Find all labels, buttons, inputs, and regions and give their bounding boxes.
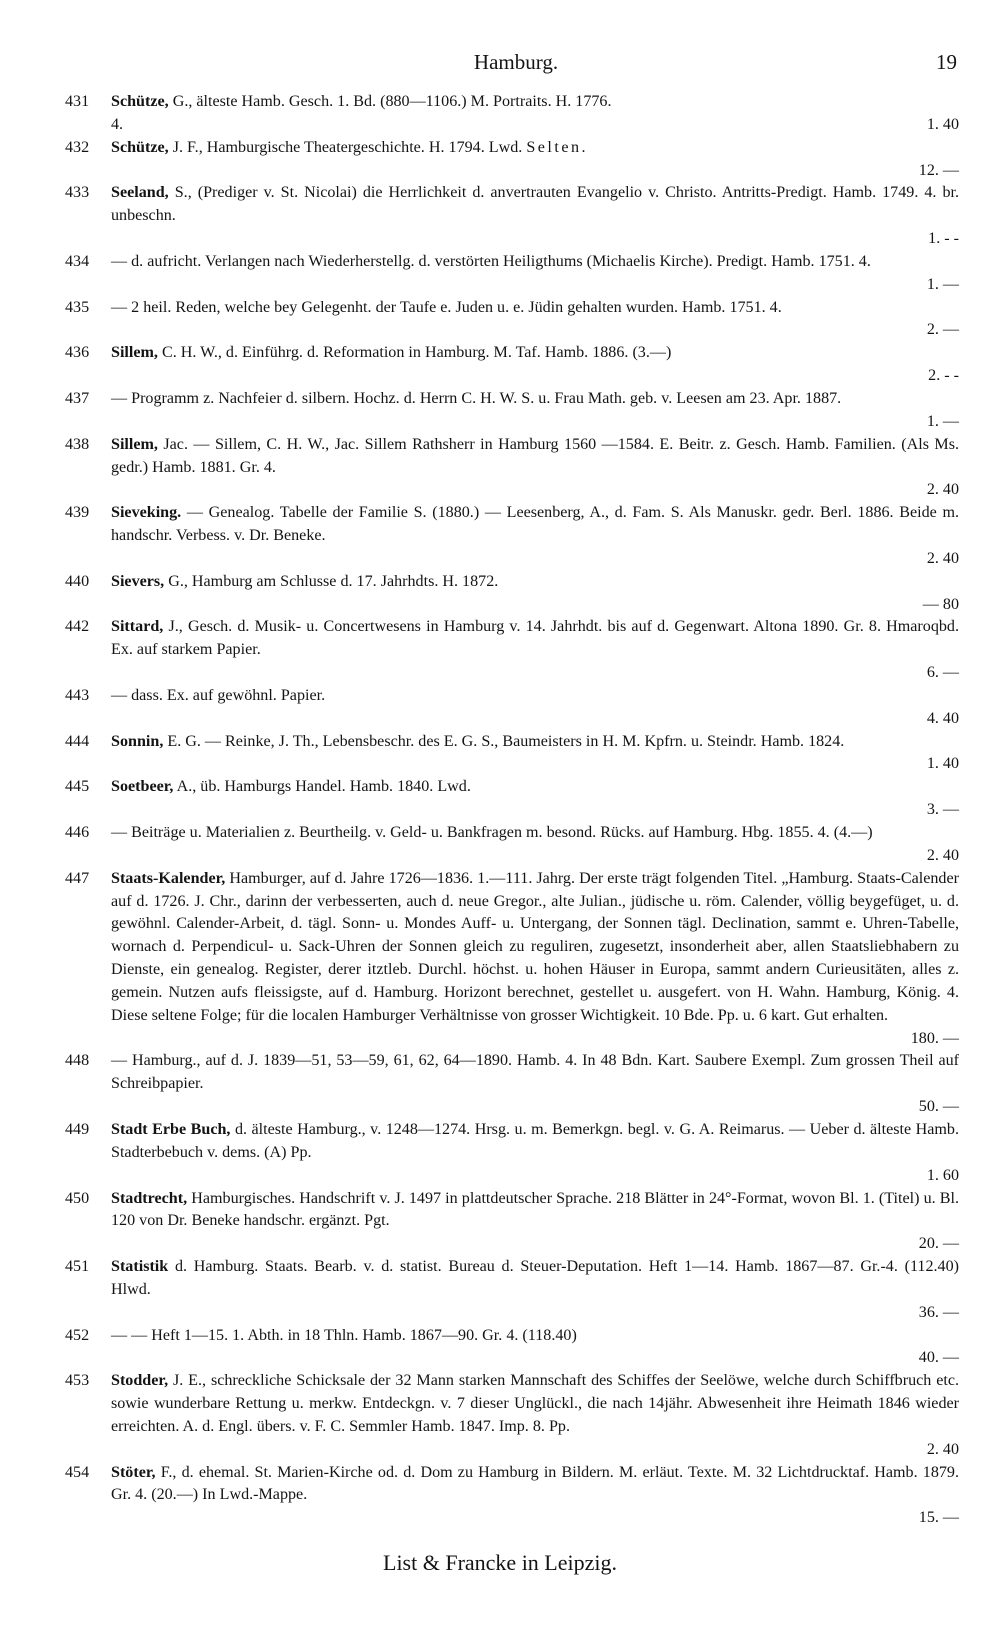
- catalog-entry: [65, 251, 959, 297]
- entry-text-block: [111, 1256, 959, 1302]
- entry-price: 180. —: [910, 1029, 959, 1047]
- entry-number: 434: [65, 252, 90, 270]
- catalog-entry: [65, 1256, 959, 1325]
- entry-body: [111, 1119, 959, 1188]
- entry-text: d. Hamburg. Staats. Bearb. v. d. statist. Bureau d. Steuer-Deputation. Heft 1—14. Hamb. 1867—87. Gr.-4. (112.40) Hlwd.: [111, 1258, 959, 1298]
- catalog-entry: [65, 137, 959, 183]
- entry-text: Hamburger, auf d. Jahre 1726—1836. 1.—111. Jahrg. Der erste trägt folgenden Titel. „Hamburg. Staats-Calender auf d. 1726. J. Chr., darinn der verbesserten, auch d. neue Gregor., alte Julian., jüdische u. röm. Calender, völlig beygefüget, u. d. gewöhnl. Calender-Arbeit, d. tägl. Sonn- u. Mondes Auff- u. Untergang, der Sonnen tägl. Declination, sammt e. Uhren-Tabelle, wornach d. Perpendicul- u. Sack-Uhren der Sonnen gleich zu reguliren, zugesetzt, insonderheit aber, allen Staatsliebhabern zu Dienste, ein genealog. Register, derer itztleb. Durchl. höchst. u. hohen Häuser in Europa, sammt andern Curieusitäten, alles z. gemein. Nutzen aufs fleissigste, auf d. Hamburg. Horizont berechnet, gestellet u. ausgefert. von H. Wahn. Hamburg, König. 4. Diese seltene Folge; für die localen Hamburger Verhältnisse von grosser Wichtigkeit. 10 Bde. Pp. u. 6 kart. Gut erhalten.: [111, 869, 959, 1024]
- entry-price: 2. 40: [926, 846, 959, 864]
- entry-text-block: [111, 434, 959, 480]
- entry-number: 445: [65, 778, 90, 796]
- entry-text: J. F., Hamburgische Theatergeschichte. H. 1794. Lwd.: [172, 138, 523, 156]
- entry-heading: Seeland,: [111, 184, 169, 202]
- entry-number: 438: [65, 435, 90, 453]
- page-number: 19: [936, 50, 957, 74]
- entry-body: [111, 91, 959, 137]
- entry-price: 1. 40: [926, 755, 959, 773]
- entry-heading: Stöter,: [111, 1463, 156, 1481]
- entry-body: [111, 251, 959, 297]
- entry-price: 1. —: [926, 412, 959, 430]
- catalog-entries: [65, 91, 959, 1530]
- entry-number: 452: [65, 1326, 90, 1344]
- entry-body: [111, 822, 959, 868]
- entry-price: 2. - -: [928, 367, 959, 385]
- entry-number: 444: [65, 732, 90, 750]
- entry-heading: Sillem,: [111, 435, 158, 453]
- entry-text: d. älteste Hamburg., v. 1248—1274. Hrsg. u. m. Bemerkgn. begl. v. G. A. Reimarus. — Ueber d. älteste Hamb. Stadterbebuch v. dems. (A) Pp.: [111, 1120, 960, 1161]
- catalog-entry: [65, 868, 959, 1051]
- entry-text: — — Heft 1—15. 1. Abth. in 18 Thln. Hamb. 1867—90. Gr. 4. (118.40): [111, 1326, 577, 1344]
- entry-price: 15. —: [918, 1509, 959, 1527]
- entry-body: [111, 1462, 959, 1531]
- catalog-entry: [65, 1370, 959, 1461]
- entry-body: [111, 182, 959, 251]
- entry-heading: Schütze,: [111, 93, 169, 110]
- entry-number: 435: [65, 298, 90, 316]
- entry-text: — dass. Ex. auf gewöhnl. Papier.: [111, 686, 326, 704]
- entry-text-block: [111, 1050, 959, 1096]
- catalog-entry: [65, 342, 959, 388]
- catalog-entry: [65, 1119, 959, 1188]
- entry-text: Jac. — Sillem, C. H. W., Jac. Sillem Rathsherr in Hamburg 1560 —1584. E. Beitr. z. Gesch. Hamb. Familien. (Als Ms. gedr.) Hamb. 1881. Gr. 4.: [111, 435, 959, 476]
- catalog-entry: [65, 388, 959, 434]
- catalog-entry: [65, 731, 959, 777]
- entry-price: 12. —: [918, 161, 959, 179]
- entry-text-block: [111, 571, 959, 594]
- entry-price: 2. 40: [926, 549, 959, 567]
- entry-heading: Sievers,: [111, 572, 165, 590]
- publisher-footer: List & Francke in Leipzig.: [383, 1550, 617, 1575]
- entry-heading: Soetbeer,: [111, 778, 174, 796]
- catalog-entry: [65, 502, 959, 571]
- entry-number: 443: [65, 686, 90, 704]
- entry-body: [111, 137, 959, 183]
- entry-text-block: [111, 1119, 959, 1165]
- entry-text-block: [111, 1462, 959, 1508]
- entry-text-block: [111, 868, 959, 1028]
- catalog-entry: [65, 571, 959, 617]
- entry-text-block: [111, 297, 959, 320]
- entry-body: [111, 776, 959, 822]
- entry-body: [111, 502, 959, 571]
- entry-text: J. E., schreckliche Schicksale der 32 Mann starken Mannschaft des Schiffes der Seelöwe, welche durch Schiffbruch etc. sowie wunderbare Rettung u. merkw. Entdeckgn. v. 7 dieser Unglückl., die nach 14jähr. Abwesenheit ihre Heimath 1846 wieder erreichten. A. d. Engl. übers. v. F. C. Semmler Hamb. 1847. Imp. 8. Pp.: [111, 1372, 960, 1435]
- catalog-entry: [65, 1462, 959, 1531]
- entry-text: — 2 heil. Reden, welche bey Gelegenht. der Taufe e. Juden u. e. Jüdin gehalten wurden. Hamb. 1751. 4.: [111, 298, 782, 316]
- entry-heading: Stadt Erbe Buch,: [111, 1120, 231, 1138]
- entry-text: — Hamburg., auf d. J. 1839—51, 53—59, 61, 62, 64—1890. Hamb. 4. In 48 Bdn. Kart. Saubere Exempl. Zum grossen Theil auf Schreibpapier.: [111, 1052, 959, 1093]
- entry-body: [111, 616, 959, 685]
- catalog-entry: [65, 1050, 959, 1119]
- entry-number: 453: [65, 1372, 90, 1390]
- entry-text-block: [111, 731, 959, 754]
- entry-price: 20. —: [918, 1235, 959, 1253]
- entry-body: [111, 1050, 959, 1119]
- entry-price: 4. 40: [926, 709, 959, 727]
- catalog-entry: [65, 297, 959, 343]
- entry-price: 50. —: [918, 1098, 959, 1116]
- entry-number: 436: [65, 344, 90, 362]
- entry-text-block: [111, 342, 959, 365]
- entry-price: 1. 40: [926, 115, 959, 133]
- catalog-entry: [65, 685, 959, 731]
- entry-heading: Sillem,: [111, 344, 158, 362]
- entry-text: G., älteste Hamb. Gesch. 1. Bd. (880—1106.) M. Portraits. H. 1776.: [172, 93, 612, 110]
- entry-price: 1. 60: [926, 1166, 959, 1184]
- catalog-entry: [65, 182, 959, 251]
- entry-heading: Sittard,: [111, 618, 164, 636]
- entry-price: 6. —: [926, 664, 959, 682]
- entry-number: 448: [65, 1052, 90, 1070]
- entry-text: S., (Prediger v. St. Nicolai) die Herrlichkeit d. anvertrauten Evangelio v. Christo. Antritts-Predigt. Hamb. 1749. 4. br. unbeschn.: [111, 184, 959, 225]
- entry-text-block: [111, 1188, 959, 1234]
- entry-text-block: [111, 685, 959, 708]
- entry-continuation: 4.: [111, 115, 124, 133]
- entry-body: [111, 342, 959, 388]
- entry-heading: Stadtrecht,: [111, 1189, 188, 1207]
- entry-text: A., üb. Hamburgs Handel. Hamb. 1840. Lwd.: [176, 778, 471, 796]
- entry-number: 449: [65, 1120, 90, 1138]
- running-title: Hamburg.: [473, 50, 559, 74]
- entry-text: E. G. — Reinke, J. Th., Lebensbeschr. des E. G. S., Baumeisters in H. M. Kpfrn. u. Steindr. Hamb. 1824.: [167, 732, 845, 750]
- entry-body: [111, 297, 959, 343]
- entry-text-block: [111, 502, 959, 548]
- catalog-entry: [65, 616, 959, 685]
- entry-body: [111, 1325, 959, 1371]
- entry-body: [111, 1256, 959, 1325]
- entry-body: [111, 434, 959, 503]
- entry-price: 1. —: [926, 275, 959, 293]
- entry-text: — Beiträge u. Materialien z. Beurtheilg. v. Geld- u. Bankfragen m. besond. Rücks. auf Hamburg. Hbg. 1855. 4. (4.—): [111, 824, 873, 841]
- catalog-entry: [65, 434, 959, 503]
- entry-text-block: [111, 1370, 959, 1439]
- entry-text-block: [111, 251, 959, 274]
- entry-text: F., d. ehemal. St. Marien-Kirche od. d. Dom zu Hamburg in Bildern. M. erläut. Texte. M. 32 Lichtdrucktaf. Hamb. 1879. Gr. 4. (20.—) In Lwd.-Mappe.: [111, 1463, 959, 1504]
- entry-price: 36. —: [918, 1303, 959, 1321]
- entry-body: [111, 685, 959, 731]
- entry-body: [111, 731, 959, 777]
- entry-heading: Sonnin,: [111, 732, 164, 750]
- entry-number: 447: [65, 869, 90, 887]
- entry-text-block: [111, 182, 959, 228]
- entry-number: 440: [65, 572, 90, 590]
- entry-text: — Genealog. Tabelle der Familie S. (1880.) — Leesenberg, A., d. Fam. S. Als Manuskr. gedr. Berl. 1886. Beide m. handschr. Verbess. v. Dr. Beneke.: [111, 504, 959, 545]
- entry-note-spaced: Selten.: [526, 138, 589, 156]
- entry-text: G., Hamburg am Schlusse d. 17. Jahrhdts. H. 1872.: [168, 572, 499, 590]
- entry-number: 433: [65, 184, 90, 202]
- entry-text: C. H. W., d. Einführg. d. Reformation in Hamburg. M. Taf. Hamb. 1886. (3.—): [161, 344, 672, 362]
- entry-number: 431: [65, 93, 90, 110]
- entry-price: 40. —: [918, 1349, 959, 1367]
- entry-number: 439: [65, 504, 90, 522]
- entry-price: 2. 40: [926, 481, 959, 499]
- entry-number: 454: [65, 1463, 90, 1481]
- catalog-entry: [65, 1325, 959, 1371]
- entry-number: 446: [65, 824, 90, 841]
- entry-text-block: [111, 1325, 959, 1348]
- entry-heading: Stodder,: [111, 1372, 169, 1390]
- entry-heading: Sieveking.: [111, 504, 182, 522]
- entry-text-block: [111, 91, 959, 114]
- entry-body: [111, 868, 959, 1051]
- catalog-entry: [65, 822, 959, 868]
- entry-heading: Schütze,: [111, 138, 169, 156]
- catalog-entry: [65, 776, 959, 822]
- entry-text-block: [111, 616, 959, 662]
- entry-text-block: [111, 776, 959, 799]
- entry-price: 2. —: [926, 321, 959, 339]
- entry-price: 2. 40: [926, 1440, 959, 1458]
- entry-number: 451: [65, 1258, 90, 1276]
- entry-text-block: [111, 822, 959, 845]
- entry-number: 442: [65, 618, 90, 636]
- entry-text-block: [111, 137, 959, 160]
- entry-text: — d. aufricht. Verlangen nach Wiederherstellg. d. verstörten Heiligthums (Michaelis Kirche). Predigt. Hamb. 1751. 4.: [111, 252, 871, 270]
- entry-text: — Programm z. Nachfeier d. silbern. Hochz. d. Herrn C. H. W. S. u. Frau Math. geb. v. Leesen am 23. Apr. 1887.: [111, 389, 842, 407]
- entry-number: 437: [65, 389, 90, 407]
- entry-body: [111, 1370, 959, 1461]
- catalog-entry: [65, 1188, 959, 1257]
- entry-body: [111, 388, 959, 434]
- catalog-entry: [65, 91, 959, 137]
- entry-heading: Statistik: [111, 1258, 169, 1276]
- entry-text: J., Gesch. d. Musik- u. Concertwesens in Hamburg v. 14. Jahrhdt. bis auf d. Gegenwart. Altona 1890. Gr. 8. Hmaroqbd. Ex. auf starkem Papier.: [111, 618, 959, 659]
- entry-text: Hamburgisches. Handschrift v. J. 1497 in plattdeutscher Sprache. 218 Blätter in 24°-Format, wovon Bl. 1. (Titel) u. Bl. 120 von Dr. Beneke handschr. ergänzt. Pgt.: [111, 1189, 959, 1230]
- entry-number: 450: [65, 1189, 90, 1207]
- entry-price: — 80: [922, 595, 959, 613]
- entry-body: [111, 571, 959, 617]
- entry-price: 3. —: [926, 801, 959, 819]
- entry-text-block: [111, 388, 959, 411]
- entry-heading: Staats-Kalender,: [111, 869, 226, 887]
- page-header: [75, 50, 957, 84]
- entry-number: 432: [65, 138, 90, 156]
- entry-price: 1. - -: [928, 230, 959, 248]
- entry-body: [111, 1188, 959, 1257]
